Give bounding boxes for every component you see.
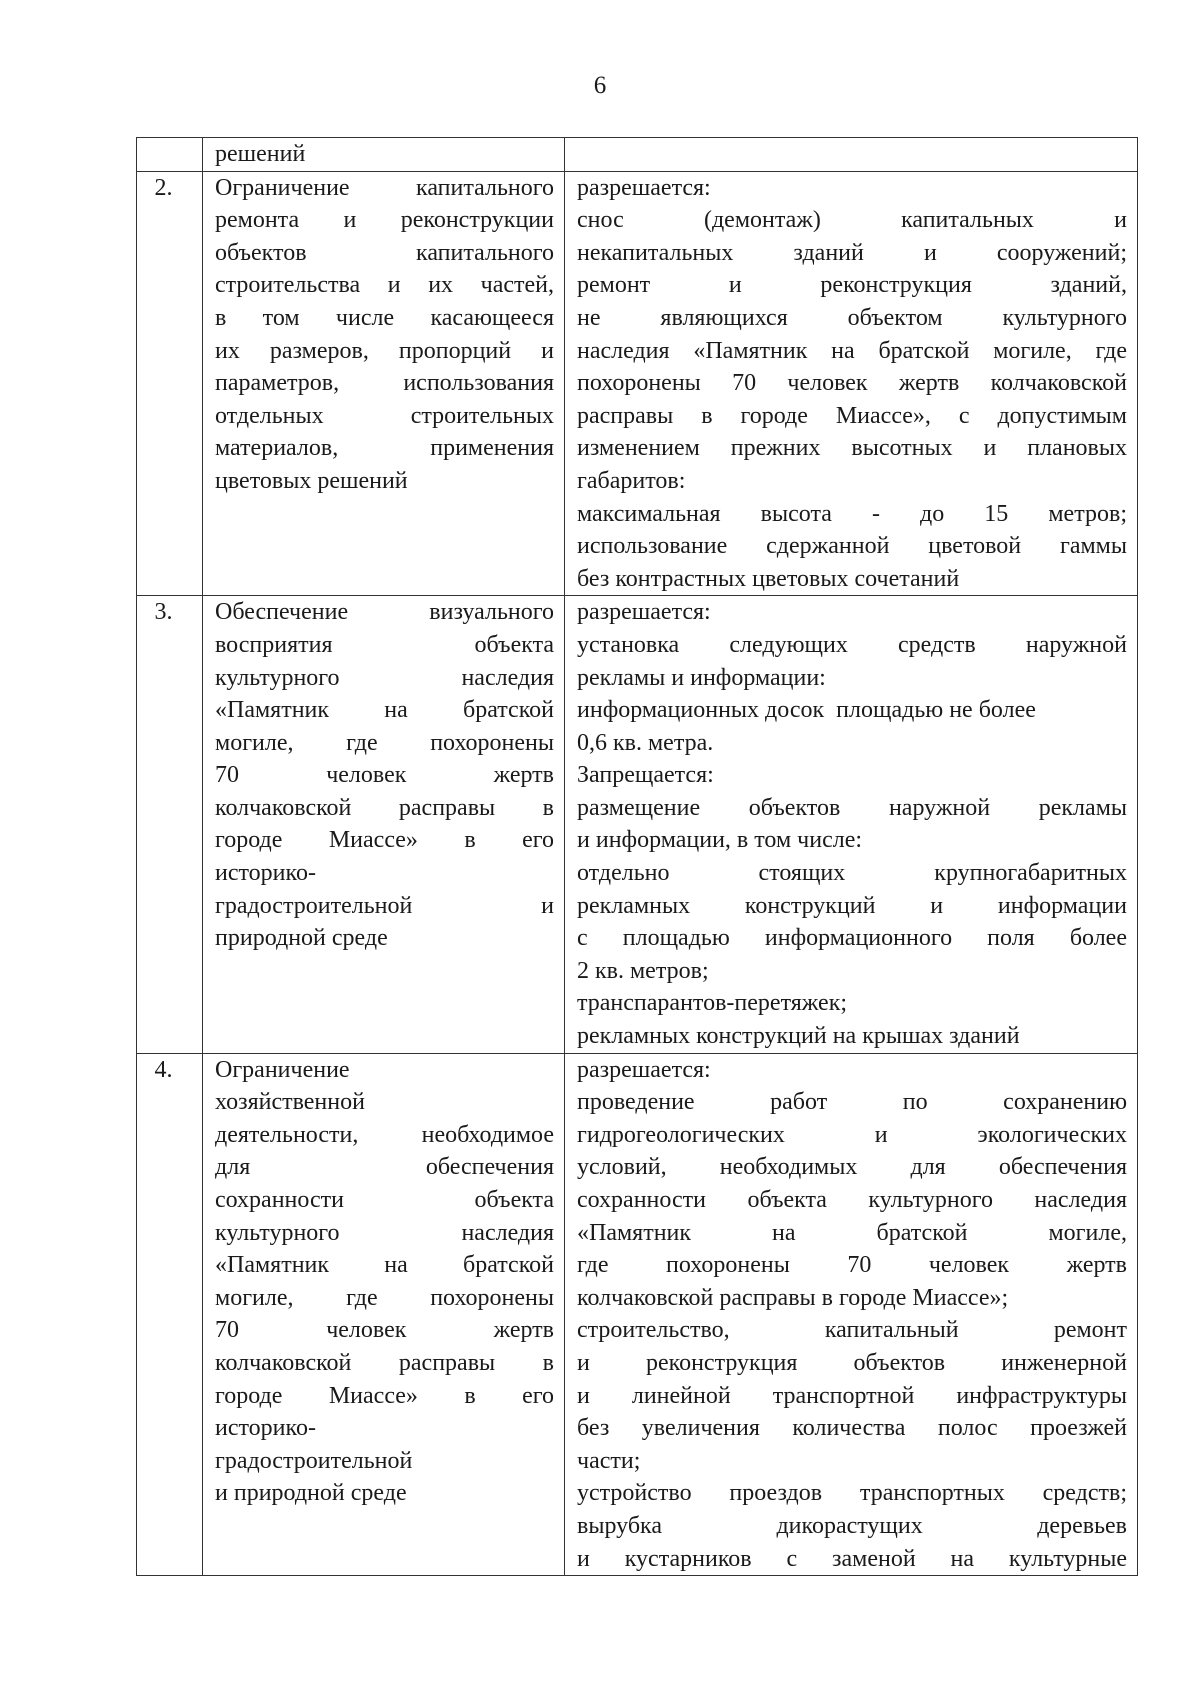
- text-line: 0,6 кв. метра.: [577, 729, 714, 756]
- text-line: в том числе касающееся: [215, 304, 554, 331]
- text-line: хозяйственной: [215, 1089, 365, 1116]
- page-number: 6: [593, 72, 607, 99]
- text-line: некапитальных зданий и сооружений;: [577, 239, 1127, 266]
- text-line: Запрещается:: [577, 762, 714, 789]
- text-line: деятельности, необходимое: [215, 1121, 554, 1148]
- table-row: [137, 1053, 1138, 1576]
- text-line: и информации, в том числе:: [577, 827, 863, 854]
- text-line: историко-: [215, 1415, 316, 1442]
- text-line: 2 кв. метров;: [577, 957, 709, 984]
- text-line: сохранности объекта культурного наследия: [577, 1187, 1127, 1213]
- text-line: «Памятник на братской: [215, 1252, 554, 1279]
- text-line: разрешается:: [577, 174, 711, 201]
- text-line: габаритов:: [577, 467, 686, 494]
- restriction-rule: [565, 138, 1138, 172]
- text-line: 70 человек жертв: [215, 1317, 554, 1344]
- text-line: цветовых решений: [215, 467, 408, 494]
- text-line: городе Миассе» в его: [215, 1382, 554, 1409]
- text-line: историко-: [215, 860, 316, 887]
- table-row: [137, 171, 1138, 596]
- text-line: наследия «Памятник на братской могиле, где: [577, 337, 1127, 364]
- text-line: 70 человек жертв: [215, 762, 554, 789]
- text-line: вырубка дикорастущих деревьев: [577, 1512, 1127, 1539]
- text-line: расправы в городе Миассе», с допустимым: [577, 402, 1127, 429]
- restriction-name: [203, 1053, 565, 1576]
- text-line: Ограничение: [215, 1056, 350, 1083]
- row-number: 2.: [137, 171, 203, 596]
- restriction-rule: [565, 596, 1138, 1053]
- text-line: и природной среде: [215, 1480, 407, 1507]
- text-line: максимальная высота - до 15 метров;: [577, 500, 1127, 527]
- text-line: Обеспечение визуального: [215, 599, 554, 626]
- text-line: градостроительной: [215, 1447, 413, 1474]
- table-row: [137, 138, 1138, 172]
- text-line: с площадью информационного поля более: [577, 925, 1127, 952]
- regulations-table: [136, 137, 1138, 1576]
- text-line: ремонта и реконструкции: [215, 207, 554, 234]
- text-line: отдельных строительных: [215, 402, 554, 429]
- text-line: городе Миассе» в его: [215, 827, 554, 854]
- text-line: культурного наследия: [215, 664, 554, 691]
- text-line: где похоронены 70 человек жертв: [577, 1252, 1127, 1279]
- text-line: «Памятник на братской могиле,: [577, 1219, 1127, 1246]
- text-line: без увеличения количества полос проезжей: [577, 1415, 1127, 1442]
- text-line: похоронены 70 человек жертв колчаковской: [577, 370, 1127, 397]
- restriction-name: [203, 596, 565, 1053]
- text-line: их размеров, пропорций и: [215, 337, 554, 364]
- text-line: изменением прежних высотных и плановых: [577, 435, 1127, 462]
- text-line: «Памятник на братской: [215, 697, 554, 724]
- text-line: разрешается:: [577, 1056, 711, 1083]
- restriction-name: [203, 138, 565, 172]
- text-line: сохранности объекта: [215, 1187, 554, 1213]
- text-line: природной среде: [215, 925, 388, 952]
- text-line: для обеспечения: [215, 1154, 554, 1181]
- row-number: [137, 138, 203, 172]
- text-line: ремонт и реконструкция зданий,: [577, 272, 1127, 299]
- text-line: информационных досок площадью не более: [577, 697, 1036, 724]
- text-line: отдельно стоящих крупногабаритных: [577, 860, 1127, 887]
- text-line: культурного наследия: [215, 1219, 554, 1246]
- text-line: и линейной транспортной инфраструктуры: [577, 1382, 1127, 1409]
- text-line: параметров, использования: [215, 370, 554, 397]
- text-line: гидрогеологических и экологических: [577, 1121, 1127, 1148]
- text-line: транспарантов-перетяжек;: [577, 990, 848, 1017]
- text-line: и реконструкция объектов инженерной: [577, 1349, 1127, 1376]
- restriction-name: [203, 171, 565, 596]
- text-line: колчаковской расправы в: [215, 1349, 554, 1376]
- text-line: рекламных конструкций на крышах зданий: [577, 1023, 1020, 1050]
- text-line: объектов капитального: [215, 239, 554, 266]
- table-row: [137, 596, 1138, 1053]
- text-line: размещение объектов наружной рекламы: [577, 794, 1127, 821]
- restriction-rule: [565, 1053, 1138, 1576]
- text-line: восприятия объекта: [215, 631, 554, 658]
- text-line: могиле, где похоронены: [215, 729, 554, 756]
- text-line: и кустарников с заменой на культурные: [577, 1545, 1127, 1572]
- text-line: градостроительной и: [215, 892, 554, 919]
- text-line: установка следующих средств наружной: [577, 631, 1127, 658]
- text-line: колчаковской расправы в городе Миассе»;: [577, 1284, 1009, 1311]
- text-line: части;: [577, 1447, 641, 1474]
- text-line: устройство проездов транспортных средств;: [577, 1480, 1127, 1507]
- text-line: колчаковской расправы в: [215, 794, 554, 821]
- restriction-rule: [565, 171, 1138, 596]
- text-line: разрешается:: [577, 599, 711, 626]
- text-line: условий, необходимых для обеспечения: [577, 1154, 1127, 1181]
- text-line: могиле, где похоронены: [215, 1284, 554, 1311]
- text-line: использование сдержанной цветовой гаммы: [577, 533, 1127, 560]
- text-line: строительства и их частей,: [215, 272, 554, 299]
- text-line: снос (демонтаж) капитальных и: [577, 207, 1127, 234]
- text-line: материалов, применения: [215, 435, 554, 462]
- text-line: Ограничение капитального: [215, 174, 554, 201]
- text-line: рекламы и информации:: [577, 664, 826, 691]
- row-number: 3.: [137, 596, 203, 1053]
- text-line: решений: [215, 141, 306, 167]
- text-line: без контрастных цветовых сочетаний: [577, 565, 960, 592]
- text-line: строительство, капитальный ремонт: [577, 1317, 1127, 1344]
- text-line: не являющихся объектом культурного: [577, 304, 1127, 331]
- text-line: проведение работ по сохранению: [577, 1089, 1127, 1116]
- text-line: рекламных конструкций и информации: [577, 892, 1127, 919]
- row-number: 4.: [137, 1053, 203, 1576]
